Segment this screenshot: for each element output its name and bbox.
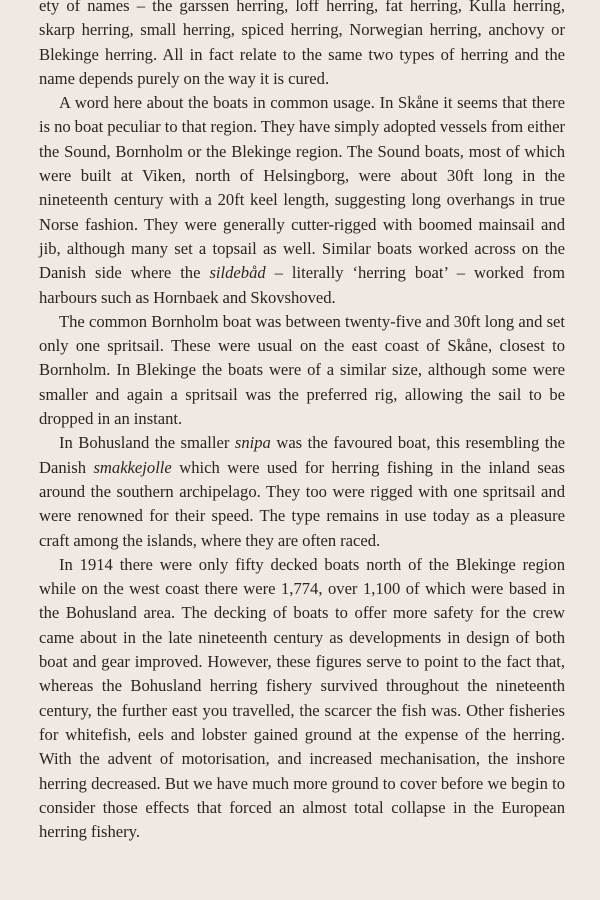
paragraph-bornholm-boat: [39, 310, 565, 431]
italic-term-snipa: snipa: [234, 433, 271, 453]
text-run: – literally ‘herring boat’ – worked from harbours such as Hornbaek and Skovshoved.: [39, 263, 565, 307]
italic-term-smakkejolle: smakkejolle: [93, 457, 172, 477]
text-run: was the favoured boat, this resembling the Danish: [39, 433, 565, 477]
text-run: ety of names – the garssen herring, loff herring, fat herring, Kulla herring, skarp herring, small herring, spiced herring, Norwegian herring, anchovy or Blekinge herring. All in fact relate to the same two types of herring and the name depends purely on the way it is cured.: [39, 0, 565, 88]
body-text: [39, 0, 565, 844]
paragraph-decked-boats-1914: [39, 553, 565, 845]
text-run: In Bohusland the smaller: [59, 433, 235, 453]
text-run: The common Bornholm boat was between twenty-five and 30ft long and set only one spritsail. These were usual on the east coast of Skåne, closest to Bornholm. In Blekinge the boats were of a similar size, although some were smaller and again a spritsail was the preferred rig, allowing the sail to be dropped in an instant.: [39, 311, 565, 429]
italic-term-sildebad: sildebåd: [209, 263, 266, 283]
paragraph-boats-skane: [39, 91, 565, 310]
paragraph-bohusland-snipa: [39, 431, 565, 552]
text-run: In 1914 there were only fifty decked boats north of the Blekinge region while on the west coast there were 1,774, over 1,100 of which were based in the Bohusland area. The decking of boats to offer more safety for the crew came about in the late nineteenth century as developments in design of both boat and gear improved. However, these figures serve to point to the fact that, whereas the Bohusland herring fishery survived throughout the nineteenth century, the further east you travelled, the scarcer the fish was. Other fisheries for whitefish, eels and lobster gained ground at the expense of the herring. With the advent of motorisation, and increased mechanisation, the inshore herring decreased. But we have much more ground to cover before we begin to consider those effects that forced an almost total collapse in the European herring fishery.: [39, 554, 565, 842]
paragraph-continued: [39, 0, 565, 91]
text-run: A word here about the boats in common usage. In Skåne it seems that there is no boat peculiar to that region. They have simply adopted vessels from either the Sound, Bornholm or the Blekinge region. The Sound boats, most of which were built at Viken, north of Helsingborg, were about 30ft long in the nineteenth century with a 20ft keel length, suggesting long overhangs in true Norse fashion. They were generally cutter-rigged with boomed mainsail and jib, although many set a topsail as well. Similar boats worked across on the Danish side where the: [39, 93, 565, 283]
text-run: which were used for herring fishing in the inland seas around the southern archipelago. They too were rigged with one spritsail and were renowned for their speed. The type remains in use today as a pleasure craft among the islands, where they are often raced.: [39, 457, 565, 550]
